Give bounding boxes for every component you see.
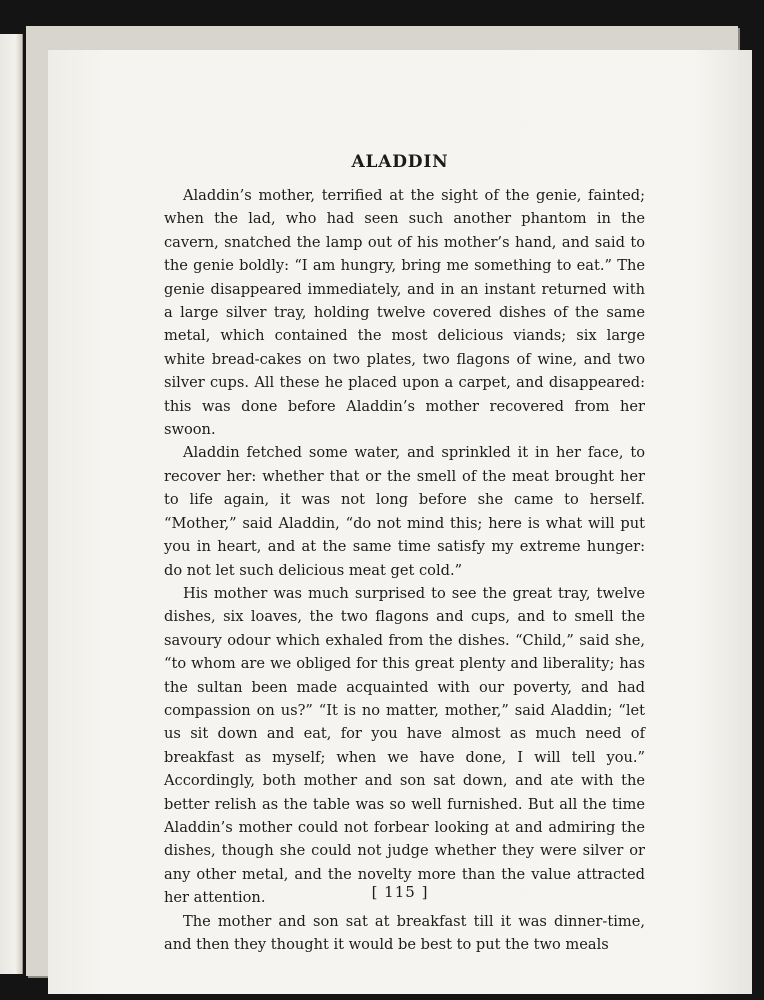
paragraph: The mother and son sat at breakfast till it was dinner-time, and then they thought it would be best to put the two meals	[164, 912, 645, 953]
paragraph: Aladdin’s mother, terrified at the sight of the genie, fainted; when the lad, who had seen such another phantom in the cavern, snatched the lamp out of his mother’s hand, and said to the genie boldly: “I am hungry, bring me something to eat.” The genie disappeared immediately, and in an instant returned with a large silver tray, holding twelve covered dishes of the same metal, which contained the most delicious viands; six large white bread-cakes on two plates, two flagons of wine, and two silver cups. All these he placed upon a carpet, and disappeared: this was done before Aladdin’s mother recovered from her swoon.	[164, 187, 645, 439]
book-page	[48, 50, 752, 994]
page-number: [ 115 ]	[371, 883, 429, 901]
paragraph: Aladdin fetched some water, and sprinkled it in her face, to recover her: whether that or the smell of the meat brought her to life again, it was not long before she came to herself. “Mother,” said Aladdin, “do not mind this; here is what will put you in heart, and at the same time satisfy my extreme hunger: do not let such delicious meat get cold.”	[164, 444, 645, 579]
body-text	[164, 184, 645, 956]
running-title: ALADDIN	[351, 152, 449, 172]
page-stack	[26, 26, 738, 976]
left-page-edge	[0, 34, 23, 974]
paragraph: His mother was much surprised to see the great tray, twelve dishes, six loaves, the two flagons and cups, and to smell the savoury odour which exhaled from the dishes. “Child,” said she, “to whom are we obliged for this great plenty and liberality; has the sultan been made acquainted with our poverty, and had compassion on us?” “It is no matter, mother,” said Aladdin; “let us sit down and eat, for you have almost as much need of breakfast as myself; when we have done, I will tell you.” Accordingly, both mother and son sat down, and ate with the better relish as the table was so well furnished. But all the time Aladdin’s mother could not forbear looking at and admiring the dishes, though she could not judge whether they were silver or any other metal, and the novelty more than the value attracted her attention.	[164, 584, 645, 907]
